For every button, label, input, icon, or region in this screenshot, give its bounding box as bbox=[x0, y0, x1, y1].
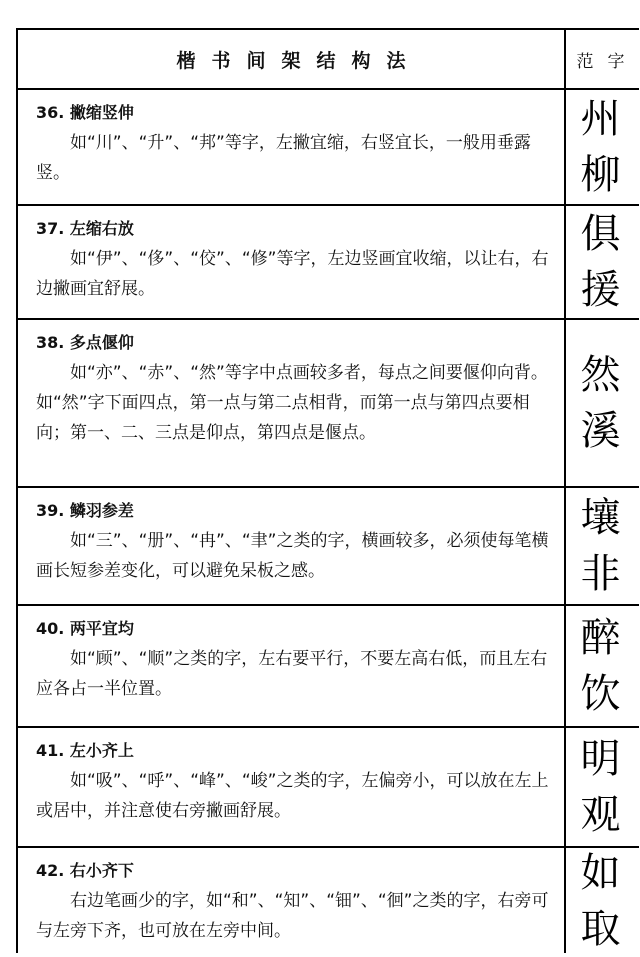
rule-text-cell bbox=[18, 848, 566, 953]
sample-cell bbox=[566, 320, 639, 486]
sample-glyph: 明 bbox=[580, 736, 621, 782]
sample-glyph: 非 bbox=[580, 551, 621, 597]
rule-title: 41. 左小齐上 bbox=[36, 741, 134, 760]
sample-glyph: 醉 bbox=[580, 615, 621, 661]
sample-glyph: 壤 bbox=[580, 495, 621, 541]
rule-body: 如“吸”、“呼”、“峰”、“峻”之类的字，左偏旁小，可以放在左上或居中，并注意使右旁撇画舒展。 bbox=[36, 771, 549, 821]
rule-title: 40. 两平宜均 bbox=[36, 619, 134, 638]
sample-cell bbox=[566, 90, 639, 204]
sample-cell bbox=[566, 728, 639, 846]
rule-body: 如“伊”、“侈”、“佼”、“修”等字，左边竖画宜收缩，以让右，右边撇画宜舒展。 bbox=[36, 249, 549, 299]
sample-cell bbox=[566, 206, 639, 318]
sample-glyph: 观 bbox=[580, 792, 621, 838]
rule-row bbox=[18, 320, 639, 488]
rule-body: 如“三”、“册”、“冉”、“聿”之类的字，横画较多，必须使每笔横画长短参差变化，可以避免呆板之感。 bbox=[36, 531, 549, 581]
rule-title: 42. 右小齐下 bbox=[36, 861, 134, 880]
rule-row bbox=[18, 606, 639, 728]
rule-text-cell bbox=[18, 320, 566, 486]
sample-glyph: 州 bbox=[580, 96, 621, 142]
rule-title: 36. 撇缩竖伸 bbox=[36, 103, 134, 122]
rule-title: 39. 鳞羽参差 bbox=[36, 501, 134, 520]
sample-glyph: 饮 bbox=[580, 671, 621, 717]
sample-glyph: 取 bbox=[580, 905, 621, 952]
rule-row bbox=[18, 728, 639, 848]
rule-body: 如“川”、“升”、“邦”等字，左撇宜缩，右竖宜长，一般用垂露竖。 bbox=[36, 133, 531, 183]
sample-column-header: 范字 bbox=[576, 51, 639, 72]
sample-glyph: 溪 bbox=[580, 408, 621, 454]
sample-cell bbox=[566, 606, 639, 726]
sample-glyph: 如 bbox=[580, 849, 621, 896]
method-table bbox=[16, 28, 639, 953]
rule-text-cell bbox=[18, 606, 566, 726]
rule-text-cell bbox=[18, 728, 566, 846]
rule-row bbox=[18, 206, 639, 320]
rule-row bbox=[18, 488, 639, 606]
rule-body: 如“顾”、“顺”之类的字，左右要平行，不要左高右低，而且左右应各占一半位置。 bbox=[36, 649, 548, 699]
sample-cell bbox=[566, 488, 639, 604]
table-header bbox=[18, 30, 639, 90]
sample-glyph: 俱 bbox=[580, 211, 621, 257]
sample-glyph: 柳 bbox=[580, 152, 621, 198]
sample-cell bbox=[566, 848, 639, 953]
rule-text-cell bbox=[18, 488, 566, 604]
rule-body: 右边笔画少的字，如“和”、“知”、“钿”、“徊”之类的字，右旁可与左旁下齐，也可放在左旁中间。 bbox=[36, 891, 549, 941]
sample-glyph: 援 bbox=[580, 267, 621, 313]
rule-text-cell bbox=[18, 90, 566, 204]
sample-glyph: 然 bbox=[580, 352, 621, 398]
rule-title: 37. 左缩右放 bbox=[36, 219, 134, 238]
rule-row bbox=[18, 848, 639, 953]
rule-title: 38. 多点偃仰 bbox=[36, 333, 134, 352]
table-title: 楷书间架结构法 bbox=[18, 30, 566, 88]
rule-body: 如“亦”、“赤”、“然”等字中点画较多者，每点之间要偃仰向背。如“然”字下面四点，第一点与第二点相背，而第一点与第四点要相向；第一、二、三点是仰点，第四点是偃点。 bbox=[36, 363, 548, 443]
rule-text-cell bbox=[18, 206, 566, 318]
rule-row bbox=[18, 90, 639, 206]
